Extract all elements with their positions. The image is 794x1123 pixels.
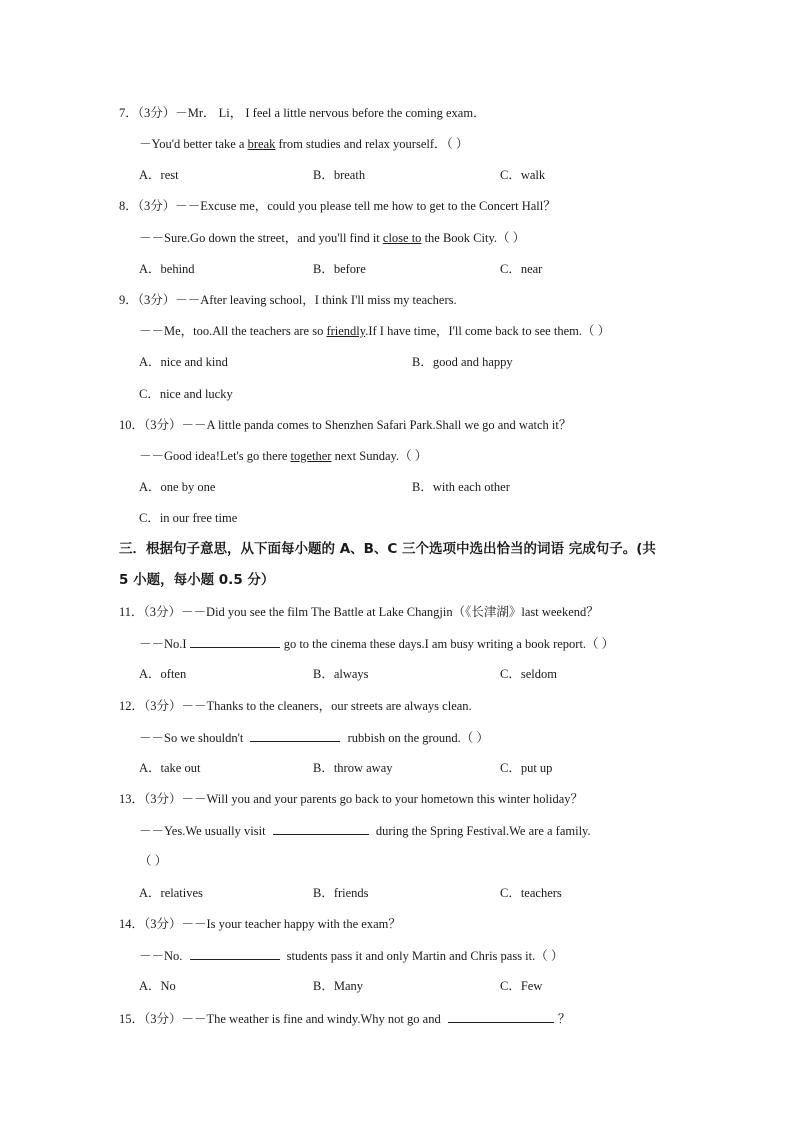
- q15-stem: 15．（3分）－－The weather is fine and windy.Why not go and ？: [119, 1012, 571, 1026]
- q7-option-c[interactable]: C．walk: [500, 168, 546, 182]
- q13-stem: 13．（3分）－－Will you and your parents go back to your hometown this winter holiday？: [119, 792, 584, 806]
- section-3-heading-cont: 5 小题，每小题 0.5 分）: [119, 572, 275, 588]
- q11-option-c[interactable]: C．seldom: [500, 667, 557, 681]
- q14-stem: 14．（3分）－－Is your teacher happy with the exam？: [119, 917, 401, 931]
- q9-option-b[interactable]: B．good and happy: [412, 355, 513, 369]
- q10-sentence: －－Good idea!Let's go there together next Sunday.（ ）: [139, 449, 428, 463]
- q13-answer-blank[interactable]: [273, 822, 369, 835]
- q14-option-a[interactable]: A．No: [139, 979, 176, 993]
- q8-stem: 8．（3分）－－Excuse me，could you please tell me how to get to the Concert Hall？: [119, 199, 556, 213]
- q9-stem: 9．（3分）－－After leaving school，I think I'll miss my teachers.: [119, 293, 457, 307]
- q13-sentence: －－Yes.We usually visit during the Spring Festival.We are a family.: [139, 824, 591, 838]
- q10-underlined-word: together: [290, 449, 332, 463]
- q10-option-b[interactable]: B．with each other: [412, 480, 510, 494]
- q12-option-c[interactable]: C．put up: [500, 761, 553, 775]
- q11-option-b[interactable]: B．always: [313, 667, 369, 681]
- q14-option-c[interactable]: C．Few: [500, 979, 543, 993]
- q12-answer-blank[interactable]: [250, 729, 340, 742]
- q8-option-a[interactable]: A．behind: [139, 262, 195, 276]
- q10-option-a[interactable]: A．one by one: [139, 480, 216, 494]
- section-3-heading: 三．根据句子意思，从下面每小题的 A、B、C 三个选项中选出恰当的词语 完成句子。(共: [119, 541, 656, 557]
- q14-answer-blank[interactable]: [190, 947, 280, 960]
- q10-option-c[interactable]: C．in our free time: [139, 511, 238, 525]
- q12-sentence: －－So we shouldn't rubbish on the ground.（ ）: [139, 731, 489, 745]
- q13-option-a[interactable]: A．relatives: [139, 886, 203, 900]
- q14-sentence: －－No. students pass it and only Martin and Chris pass it.（ ）: [139, 949, 564, 963]
- q12-option-b[interactable]: B．throw away: [313, 761, 393, 775]
- q8-option-b[interactable]: B．before: [313, 262, 366, 276]
- q7-sentence: －You'd better take a break from studies and relax yourself．（ ）: [139, 137, 469, 151]
- q9-option-c[interactable]: C．nice and lucky: [139, 387, 233, 401]
- q14-option-b[interactable]: B．Many: [313, 979, 364, 993]
- q15-answer-blank[interactable]: [448, 1010, 554, 1023]
- q9-underlined-word: friendly: [326, 324, 366, 338]
- q8-option-c[interactable]: C．near: [500, 262, 543, 276]
- q9-sentence: －－Me，too.All the teachers are so friendly.If I have time，I'll come back to see them.（ ）: [139, 324, 611, 338]
- q11-stem: 11．（3分）－－Did you see the film The Battle at Lake Changjin（《长津湖》last weekend？: [119, 605, 599, 619]
- q9-option-a[interactable]: A．nice and kind: [139, 355, 228, 369]
- q11-answer-blank[interactable]: [190, 635, 280, 648]
- q8-sentence: －－Sure.Go down the street，and you'll find it close to the Book City.（ ）: [139, 231, 526, 245]
- q12-stem: 12．（3分）－－Thanks to the cleaners，our streets are always clean.: [119, 699, 472, 713]
- q7-underlined-word: break: [247, 137, 276, 151]
- q7-option-a[interactable]: A．rest: [139, 168, 179, 182]
- q13-option-b[interactable]: B．friends: [313, 886, 369, 900]
- q13-option-c[interactable]: C．teachers: [500, 886, 562, 900]
- q11-sentence: －－No.I go to the cinema these days.I am busy writing a book report.（ ）: [139, 637, 615, 651]
- q11-option-a[interactable]: A．often: [139, 667, 187, 681]
- q12-option-a[interactable]: A．take out: [139, 761, 201, 775]
- q13-answer-paren: （ ）: [139, 854, 168, 868]
- q7-stem: 7．（3分）－Mr． Li， I feel a little nervous before the coming exam．: [119, 106, 486, 120]
- q8-underlined-word: close to: [382, 231, 422, 245]
- q10-stem: 10．（3分）－－A little panda comes to Shenzhen Safari Park.Shall we go and watch it？: [119, 418, 572, 432]
- q7-option-b[interactable]: B．breath: [313, 168, 366, 182]
